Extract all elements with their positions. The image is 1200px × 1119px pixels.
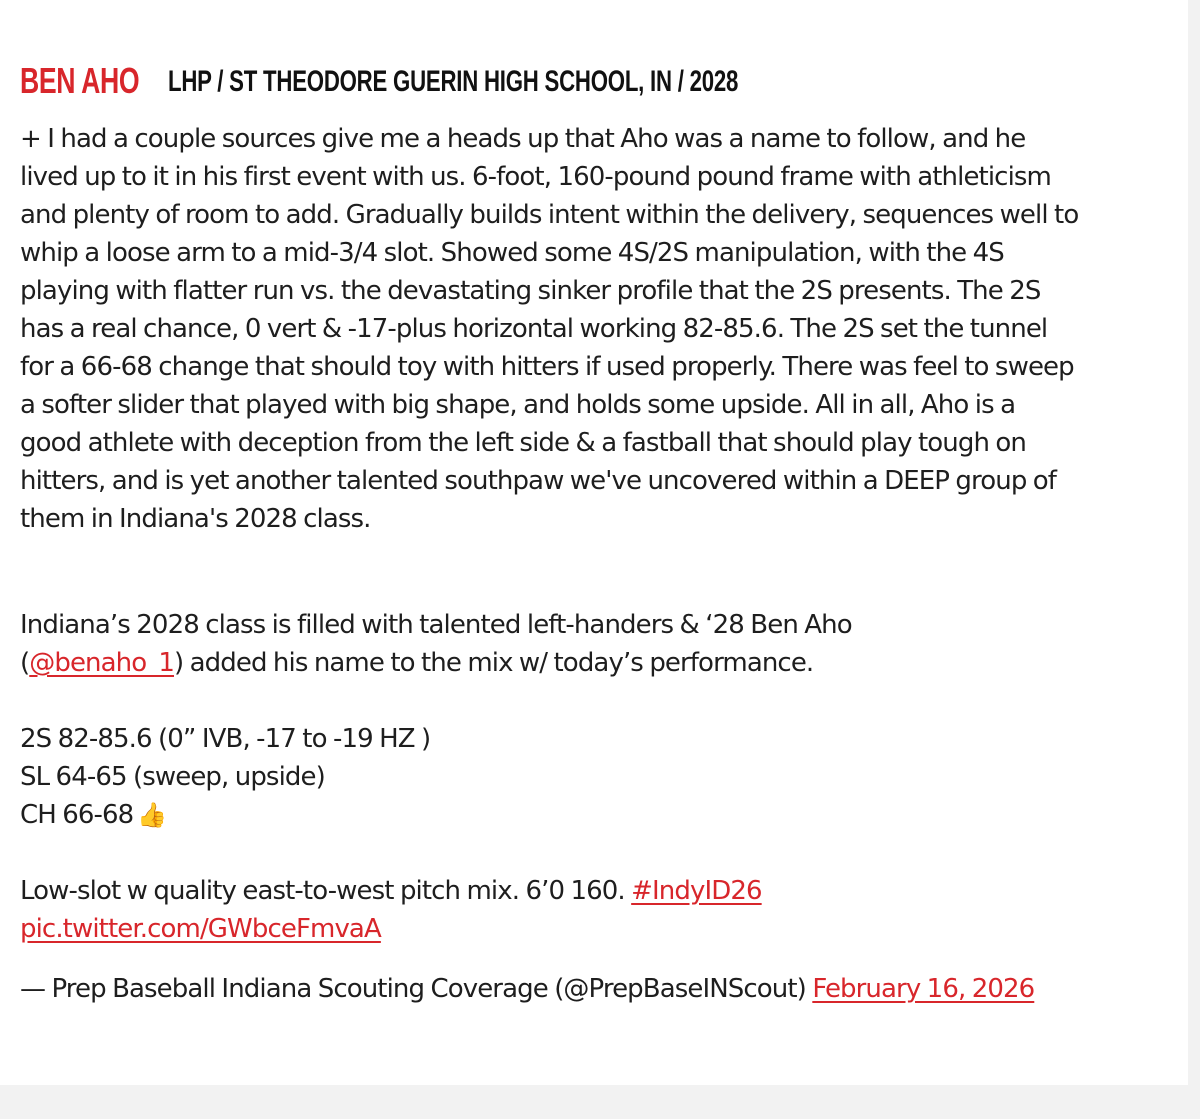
scouting-report: + I had a couple sources give me a heads up that Aho was a name to follow, and he lived up to it in his first event with us. 6-foot, 160-pound pound frame with athleticism and plenty of room to add. Gradually builds intent within the delivery, sequences well to whip a loose arm to a mid-3/4 slot. Showed some 4S/2S manipulation, with the 4S playing with flatter run vs. the devastating sinker profile that the 2S presents. The 2S has a real chance, 0 vert & -17-plus horizontal working 82-85.6. The 2S set the tunnel for a 66-68 change that should toy with hitters if used properly. There was feel to sweep a softer slider that played with big shape, and holds some upside. All in all, Aho is a good athlete with deception from the left side & a fastball that should play tough on hitters, and is yet another talented southpaw we've uncovered within a DEEP group of them in Indiana's 2028 class. (20, 124, 1079, 534)
tweet-intro-text: Indiana’s 2028 class is filled with talented left-handers & ‘28 Ben Aho (20, 610, 852, 640)
tweet-date-link[interactable]: February 16, 2026 (812, 974, 1035, 1004)
tweet-summary-text: Low-slot w quality east-to-west pitch mix. 6’0 160. (20, 876, 625, 906)
tweet-summary (20, 872, 1080, 948)
pic-link[interactable]: pic.twitter.com/GWbceFmvaA (20, 914, 381, 944)
pitch-line-ch-text: CH 66-68 (20, 800, 134, 830)
attribution-text: — Prep Baseball Indiana Scouting Coverage (@PrepBaseINScout) (20, 974, 806, 1004)
thumbs-up-icon: 👍 (137, 801, 167, 829)
tweet-intro (20, 606, 1080, 682)
player-handle-link[interactable]: @benaho_1 (29, 648, 174, 678)
embedded-tweet (20, 606, 1080, 1008)
player-name: BEN AHO (20, 60, 140, 101)
pitch-line-sl: SL 64-65 (sweep, upside) (20, 762, 325, 792)
tweet-intro-end: ) added his name to the mix w/ today’s performance. (174, 648, 814, 678)
pitch-line-2s: 2S 82-85.6 (0” IVB, -17 to -19 HZ ) (20, 724, 431, 754)
player-heading (20, 58, 938, 112)
tweet-attribution (20, 970, 1080, 1008)
pitch-line-ch (20, 796, 1080, 834)
player-detail: LHP / ST THEODORE GUERIN HIGH SCHOOL, IN / 2028 (168, 65, 739, 98)
tweet-paren-open: ( (20, 648, 30, 678)
hashtag-link[interactable]: #IndyID26 (631, 876, 762, 906)
